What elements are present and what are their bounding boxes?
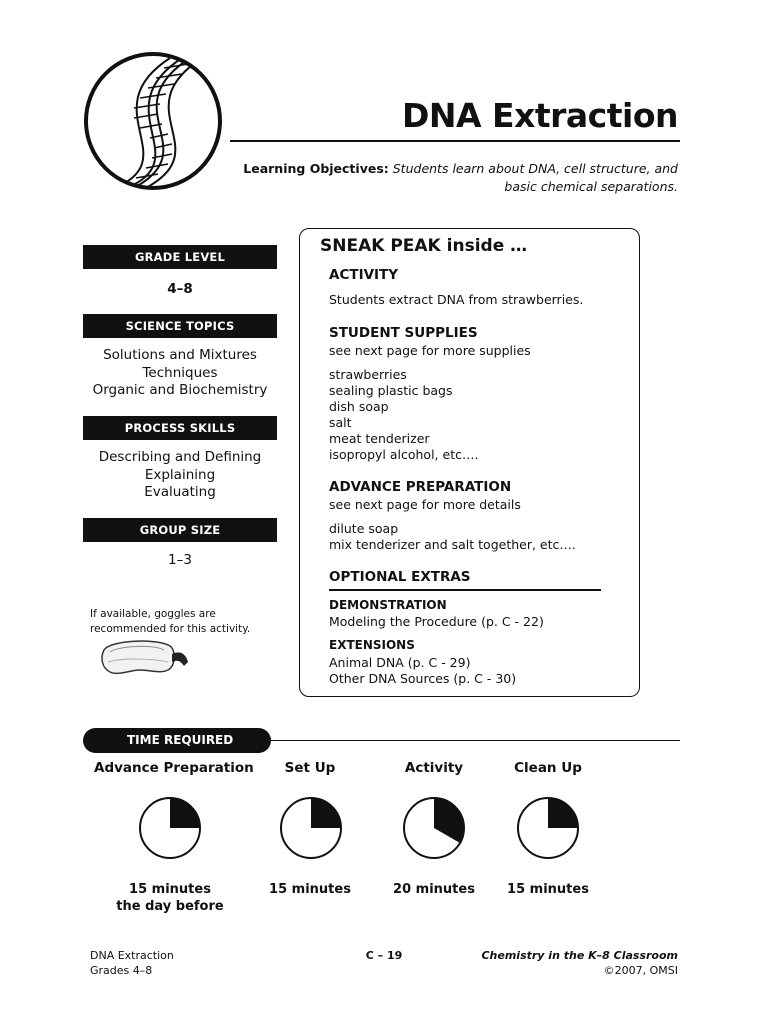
objectives-text: Students learn about DNA, cell structure, and basic chemical separations. bbox=[392, 161, 678, 194]
clock-icon bbox=[138, 796, 202, 860]
science-topics-heading: SCIENCE TOPICS bbox=[83, 314, 277, 338]
demonstration-item: Modeling the Procedure (p. C - 22) bbox=[329, 614, 544, 629]
clock-icon bbox=[402, 796, 466, 860]
process-skill-item: Explaining bbox=[144, 466, 216, 483]
activity-heading: ACTIVITY bbox=[329, 267, 399, 283]
group-size-value: 1–3 bbox=[168, 552, 192, 568]
dna-helix-icon bbox=[82, 50, 224, 192]
time-value-line: the day before bbox=[116, 899, 224, 914]
page-title: DNA Extraction bbox=[402, 96, 678, 135]
preparation-list bbox=[329, 521, 576, 553]
clock-wedge bbox=[170, 798, 200, 828]
clock-wedge bbox=[548, 798, 578, 828]
list-item: mix tenderizer and salt together, etc…. bbox=[329, 537, 576, 552]
list-item: salt bbox=[329, 415, 352, 430]
supplies-list bbox=[329, 367, 478, 463]
preparation-note: see next page for more details bbox=[329, 497, 521, 512]
grade-level-heading: GRADE LEVEL bbox=[83, 245, 277, 269]
list-item: meat tenderizer bbox=[329, 431, 430, 446]
time-value-cleanup: 15 minutes bbox=[507, 882, 589, 897]
science-topic-item: Organic and Biochemistry bbox=[92, 382, 268, 398]
process-skill-item: Describing and Defining bbox=[98, 449, 262, 465]
grade-level-value: 4–8 bbox=[167, 281, 193, 297]
list-item: strawberries bbox=[329, 367, 407, 382]
time-heading-cleanup: Clean Up bbox=[514, 760, 582, 776]
extensions-heading: EXTENSIONS bbox=[329, 638, 415, 652]
list-item: Other DNA Sources (p. C - 30) bbox=[329, 671, 517, 686]
learning-objectives bbox=[232, 160, 678, 196]
footer-right bbox=[440, 948, 678, 978]
clock-wedge bbox=[311, 798, 341, 828]
time-required-label: TIME REQUIRED bbox=[83, 728, 271, 753]
objectives-label: Learning Objectives: bbox=[243, 161, 389, 176]
time-value-activity: 20 minutes bbox=[393, 882, 475, 897]
time-required-divider bbox=[271, 740, 680, 741]
list-item: dilute soap bbox=[329, 521, 399, 536]
goggles-icon bbox=[100, 636, 192, 680]
list-item: sealing plastic bags bbox=[329, 383, 453, 398]
supplies-note: see next page for more supplies bbox=[329, 343, 531, 358]
page-number: C – 19 bbox=[365, 949, 403, 962]
time-value-advance bbox=[94, 881, 246, 915]
activity-text: Students extract DNA from strawberries. bbox=[329, 292, 584, 307]
time-heading-setup: Set Up bbox=[284, 760, 336, 776]
science-topic-item: Solutions and Mixtures bbox=[103, 347, 257, 363]
footer-title: DNA Extraction bbox=[90, 949, 174, 962]
list-item: isopropyl alcohol, etc…. bbox=[329, 447, 479, 462]
list-item: Animal DNA (p. C - 29) bbox=[329, 655, 471, 670]
group-size-heading: GROUP SIZE bbox=[83, 518, 277, 542]
time-value-setup: 15 minutes bbox=[269, 882, 351, 897]
time-heading-advance: Advance Preparation bbox=[94, 760, 254, 776]
science-topics-list bbox=[83, 347, 277, 400]
footer-grades: Grades 4–8 bbox=[90, 964, 153, 977]
footer-left bbox=[90, 948, 174, 978]
process-skill-item: Evaluating bbox=[144, 484, 216, 500]
clock-icon bbox=[516, 796, 580, 860]
time-value-line: 15 minutes bbox=[129, 882, 211, 897]
extras-divider bbox=[329, 589, 601, 591]
clock-icon bbox=[279, 796, 343, 860]
goggle-note: If available, goggles are recommended for this activity. bbox=[90, 608, 251, 635]
list-item: dish soap bbox=[329, 399, 389, 414]
advance-preparation-heading: ADVANCE PREPARATION bbox=[329, 479, 512, 495]
optional-extras-heading: OPTIONAL EXTRAS bbox=[329, 569, 471, 585]
title-divider bbox=[230, 140, 680, 142]
extensions-list bbox=[329, 655, 516, 687]
footer-copyright: ©2007, OMSI bbox=[603, 964, 678, 977]
footer-book-title: Chemistry in the K–8 Classroom bbox=[481, 949, 678, 962]
student-supplies-heading: STUDENT SUPPLIES bbox=[329, 325, 478, 341]
time-heading-activity: Activity bbox=[404, 760, 464, 776]
process-skills-list bbox=[83, 449, 277, 502]
sneak-peak-title: SNEAK PEAK inside … bbox=[320, 236, 528, 256]
science-topic-item: Techniques bbox=[142, 364, 218, 381]
demonstration-heading: DEMONSTRATION bbox=[329, 598, 447, 612]
process-skills-heading: PROCESS SKILLS bbox=[83, 416, 277, 440]
